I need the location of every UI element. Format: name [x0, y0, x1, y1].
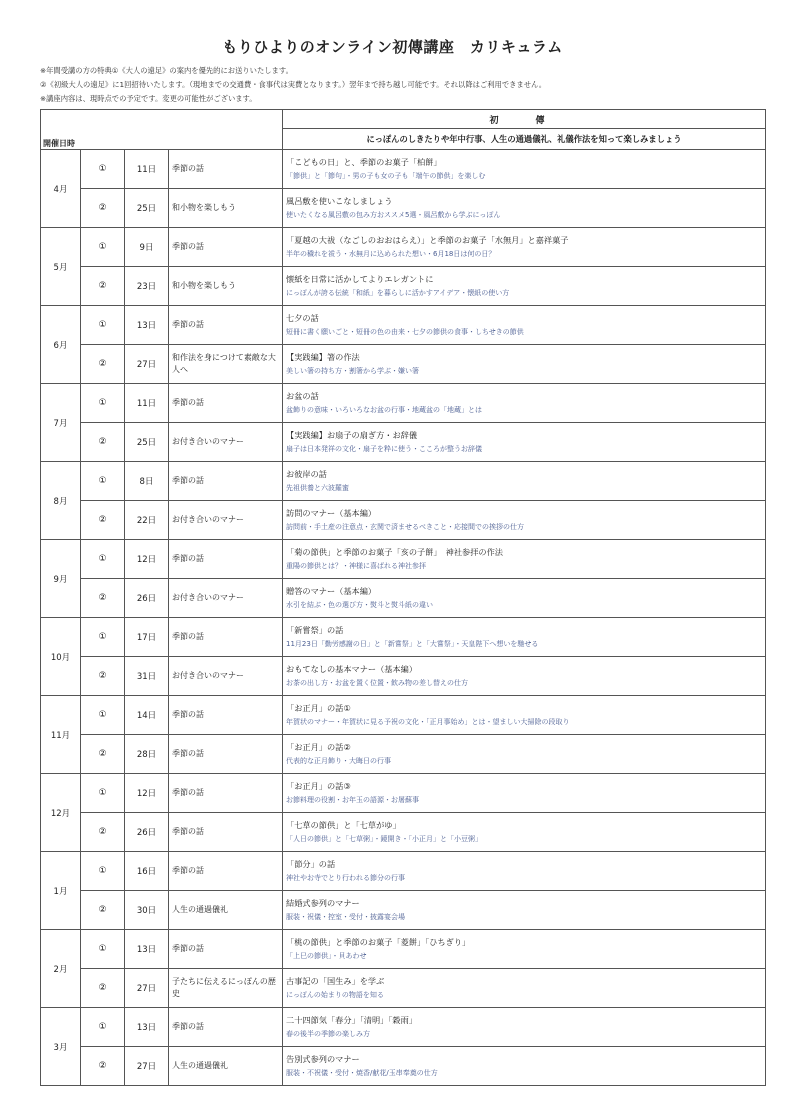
- session-title: お彼岸の話: [286, 469, 327, 479]
- session-title: 風呂敷を使いこなしましょう: [286, 196, 393, 206]
- session-subtitle: 短冊に書く願いごと・短冊の色の由来・七夕の節供の食事・しちせきの節供: [286, 328, 524, 336]
- session-number: ①: [81, 462, 125, 501]
- session-day: 9日: [125, 228, 169, 267]
- session-day: 13日: [125, 930, 169, 969]
- session-number: ②: [81, 657, 125, 696]
- session-subtitle: 年賀状のマナー・年賀状に見る予祝の文化・「正月事始め」とは・望ましい大掃除の段取り: [286, 718, 570, 726]
- session-category: 季節の話: [169, 852, 283, 891]
- session-subtitle: 「節供」と「節句」・男の子も女の子も「端午の節供」を楽しむ: [286, 172, 486, 180]
- session-number: ②: [81, 501, 125, 540]
- session-day: 26日: [125, 579, 169, 618]
- session-day: 8日: [125, 462, 169, 501]
- theme-header: にっぽんのしきたりや年中行事、人生の通過儀礼、礼儀作法を知って楽しみましょう: [283, 129, 766, 150]
- session-category: 季節の話: [169, 813, 283, 852]
- session-row: [41, 774, 766, 813]
- session-row: [41, 891, 766, 930]
- session-day: 11日: [125, 384, 169, 423]
- session-content: [283, 1047, 766, 1086]
- session-subtitle: 半年の穢れを祓う・水無月に込められた想い・6月18日は何の日？: [286, 250, 496, 258]
- session-number: ②: [81, 189, 125, 228]
- session-category: お付き合いのマナー: [169, 501, 283, 540]
- session-title: 古事記の「国生み」を学ぶ: [286, 976, 385, 986]
- session-content: [283, 852, 766, 891]
- session-day: 23日: [125, 267, 169, 306]
- session-content: [283, 267, 766, 306]
- session-title: 告別式参列のマナー: [286, 1054, 360, 1064]
- session-category: 季節の話: [169, 618, 283, 657]
- session-row: [41, 150, 766, 189]
- curriculum-table: [40, 109, 766, 1086]
- session-title: 【実践編】お扇子の扇ぎ方・お辞儀: [286, 430, 418, 440]
- session-row: [41, 345, 766, 384]
- session-subtitle: お茶の出し方・お盆を置く位置・飲み物の差し替えの仕方: [286, 679, 468, 687]
- month-cell: 6月: [41, 306, 81, 384]
- session-day: 28日: [125, 735, 169, 774]
- session-row: [41, 306, 766, 345]
- session-content: [283, 696, 766, 735]
- session-row: [41, 189, 766, 228]
- session-subtitle: 水引を結ぶ・色の選び方・熨斗と熨斗紙の違い: [286, 601, 433, 609]
- session-title: 「節分」の話: [286, 859, 336, 869]
- session-content: [283, 891, 766, 930]
- session-title: お盆の話: [286, 391, 319, 401]
- session-category: 和小物を楽しもう: [169, 189, 283, 228]
- session-title: 「菊の節供」と季節のお菓子「亥の子餅」 神社参拝の作法: [286, 547, 503, 557]
- session-content: [283, 774, 766, 813]
- session-content: [283, 228, 766, 267]
- session-title: 「お正月」の話①: [286, 703, 351, 713]
- session-day: 17日: [125, 618, 169, 657]
- month-cell: 2月: [41, 930, 81, 1008]
- session-category: 季節の話: [169, 774, 283, 813]
- session-day: 25日: [125, 189, 169, 228]
- session-subtitle: 「上巳の節供」・貝あわせ: [286, 952, 367, 960]
- notes-block: [40, 64, 546, 106]
- session-title: 「新嘗祭」の話: [286, 625, 344, 635]
- session-content: [283, 462, 766, 501]
- session-day: 13日: [125, 1008, 169, 1047]
- session-content: [283, 540, 766, 579]
- note-line: ②《初級大人の遠足》に1回招待いたします。（現地までの交通費・食事代は実費となります。）翌年まで持ち越し可能です。それ以降はご利用できません。: [40, 80, 547, 89]
- session-day: 12日: [125, 540, 169, 579]
- session-subtitle: にっぽんが誇る伝統「和紙」を暮らしに活かすアイデア・懐紙の使い方: [286, 289, 510, 297]
- session-subtitle: 11月23日「勤労感謝の日」と「新嘗祭」と「大嘗祭」・天皇陛下へ想いを馳せる: [286, 640, 539, 648]
- session-day: 13日: [125, 306, 169, 345]
- session-category: お付き合いのマナー: [169, 579, 283, 618]
- session-category: お付き合いのマナー: [169, 657, 283, 696]
- session-category: 季節の話: [169, 384, 283, 423]
- session-content: [283, 579, 766, 618]
- session-category: 季節の話: [169, 306, 283, 345]
- session-content: [283, 813, 766, 852]
- session-content: [283, 306, 766, 345]
- session-subtitle: 重陽の節供とは？・神様に喜ばれる神社参拝: [286, 562, 426, 570]
- session-day: 16日: [125, 852, 169, 891]
- session-day: 12日: [125, 774, 169, 813]
- session-title: 贈答のマナー（基本編）: [286, 586, 377, 596]
- session-title: 懐紙を日常に活かしてよりエレガントに: [286, 274, 434, 284]
- session-content: [283, 618, 766, 657]
- month-cell: 3月: [41, 1008, 81, 1086]
- month-cell: 8月: [41, 462, 81, 540]
- session-title: 結婚式参列のマナー: [286, 898, 360, 908]
- session-content: [283, 657, 766, 696]
- header-blank-cell: [41, 110, 283, 129]
- session-row: [41, 618, 766, 657]
- session-content: [283, 345, 766, 384]
- session-number: ①: [81, 930, 125, 969]
- session-subtitle: 扇子は日本発祥の文化・扇子を粋に使う・こころが整うお辞儀: [286, 445, 482, 453]
- month-cell: 7月: [41, 384, 81, 462]
- session-content: [283, 1008, 766, 1047]
- session-content: [283, 189, 766, 228]
- session-row: [41, 462, 766, 501]
- session-category: 季節の話: [169, 540, 283, 579]
- session-title: 「七草の節供」と「七草がゆ」: [286, 820, 401, 830]
- course-header: 初 傳: [283, 110, 766, 129]
- session-content: [283, 384, 766, 423]
- session-category: 季節の話: [169, 462, 283, 501]
- session-number: ②: [81, 1047, 125, 1086]
- session-subtitle: 代表的な正月飾り・大晦日の行事: [286, 757, 391, 765]
- session-day: 30日: [125, 891, 169, 930]
- session-content: [283, 150, 766, 189]
- session-title: 「桃の節供」と季節のお菓子「菱餅」「ひちぎり」: [286, 937, 471, 947]
- session-subtitle: 先祖供養と六波羅蜜: [286, 484, 349, 492]
- session-subtitle: 神社やお寺でとり行われる節分の行事: [286, 874, 405, 882]
- month-cell: 5月: [41, 228, 81, 306]
- session-number: ②: [81, 267, 125, 306]
- session-category: 季節の話: [169, 228, 283, 267]
- session-row: [41, 384, 766, 423]
- session-row: [41, 657, 766, 696]
- session-day: 26日: [125, 813, 169, 852]
- page-title: もりひよりのオンライン初傳講座 カリキュラム: [222, 38, 563, 56]
- session-number: ②: [81, 735, 125, 774]
- session-row: [41, 501, 766, 540]
- session-category: 季節の話: [169, 1008, 283, 1047]
- session-number: ①: [81, 852, 125, 891]
- session-row: [41, 540, 766, 579]
- session-row: [41, 852, 766, 891]
- session-title: 「夏越の大祓（なごしのおおはらえ）」と季節のお菓子「水無月」と嘉祥菓子: [286, 235, 569, 245]
- session-subtitle: 服装・不祝儀・受付・焼香/献花/玉串奉奠の仕方: [286, 1069, 438, 1077]
- session-subtitle: 「人日の節供」と「七草粥」・鏡開き・「小正月」と「小豆粥」: [286, 835, 482, 843]
- session-row: [41, 813, 766, 852]
- session-subtitle: 訪問前・手土産の注意点・玄関で済ませるべきこと・応接間での挨拶の仕方: [286, 523, 524, 531]
- session-category: 人生の通過儀礼: [169, 891, 283, 930]
- session-category: 季節の話: [169, 735, 283, 774]
- session-subtitle: 使いたくなる風呂敷の包み方おススメ5選・風呂敷から学ぶにっぽん: [286, 211, 501, 219]
- note-line: ※年間受講の方の特典①《大人の遠足》の案内を優先的にお送りいたします。: [40, 66, 293, 75]
- session-row: [41, 735, 766, 774]
- session-number: ①: [81, 228, 125, 267]
- session-title: 「お正月」の話③: [286, 781, 351, 791]
- session-category: 和小物を楽しもう: [169, 267, 283, 306]
- session-content: [283, 969, 766, 1008]
- month-cell: 9月: [41, 540, 81, 618]
- session-day: 14日: [125, 696, 169, 735]
- session-title: 「お正月」の話②: [286, 742, 351, 752]
- session-day: 25日: [125, 423, 169, 462]
- session-number: ①: [81, 618, 125, 657]
- session-day: 27日: [125, 969, 169, 1008]
- session-category: 季節の話: [169, 696, 283, 735]
- session-number: ②: [81, 345, 125, 384]
- session-number: ②: [81, 813, 125, 852]
- session-subtitle: お節料理の役割・お年玉の語源・お屠蘇事: [286, 796, 419, 804]
- session-title: 【実践編】箸の作法: [286, 352, 360, 362]
- session-number: ①: [81, 540, 125, 579]
- session-row: [41, 930, 766, 969]
- session-content: [283, 501, 766, 540]
- session-number: ①: [81, 774, 125, 813]
- session-day: 27日: [125, 345, 169, 384]
- session-subtitle: 春の後半の季節の楽しみ方: [286, 1030, 370, 1038]
- session-number: ②: [81, 891, 125, 930]
- session-content: [283, 735, 766, 774]
- session-day: 22日: [125, 501, 169, 540]
- month-cell: 12月: [41, 774, 81, 852]
- session-number: ①: [81, 696, 125, 735]
- session-row: [41, 423, 766, 462]
- session-row: [41, 1008, 766, 1047]
- session-title: 「こどもの日」と、季節のお菓子「柏餅」: [286, 157, 442, 167]
- month-cell: 1月: [41, 852, 81, 930]
- session-title: 訪問のマナー（基本編）: [286, 508, 377, 518]
- session-subtitle: 服装・祝儀・控室・受付・披露宴会場: [286, 913, 405, 921]
- session-category: 和作法を身につけて素敵な大人へ: [169, 345, 283, 384]
- session-number: ①: [81, 1008, 125, 1047]
- session-title: 二十四節気「春分」「清明」「穀雨」: [286, 1015, 417, 1025]
- session-day: 11日: [125, 150, 169, 189]
- session-subtitle: 盆飾りの意味・いろいろなお盆の行事・地蔵盆の「地蔵」とは: [286, 406, 482, 414]
- session-category: 季節の話: [169, 930, 283, 969]
- session-category: 季節の話: [169, 150, 283, 189]
- session-title: おもてなしの基本マナー（基本編）: [286, 664, 418, 674]
- session-number: ①: [81, 150, 125, 189]
- note-line: ※講座内容は、現時点での予定です。変更の可能性がございます。: [40, 94, 257, 103]
- month-cell: 4月: [41, 150, 81, 228]
- month-cell: 11月: [41, 696, 81, 774]
- month-cell: 10月: [41, 618, 81, 696]
- session-subtitle: 美しい箸の持ち方・割箸から学ぶ・嫌い箸: [286, 367, 419, 375]
- session-row: [41, 579, 766, 618]
- session-row: [41, 267, 766, 306]
- session-row: [41, 696, 766, 735]
- session-day: 27日: [125, 1047, 169, 1086]
- session-subtitle: にっぽんの始まりの物語を知る: [286, 991, 384, 999]
- session-row: [41, 1047, 766, 1086]
- session-number: ①: [81, 384, 125, 423]
- session-number: ②: [81, 423, 125, 462]
- session-number: ②: [81, 579, 125, 618]
- session-day: 31日: [125, 657, 169, 696]
- session-category: 子たちに伝えるにっぽんの歴史: [169, 969, 283, 1008]
- session-number: ②: [81, 969, 125, 1008]
- session-row: [41, 969, 766, 1008]
- session-number: ①: [81, 306, 125, 345]
- session-content: [283, 930, 766, 969]
- session-category: 人生の通過儀礼: [169, 1047, 283, 1086]
- session-category: お付き合いのマナー: [169, 423, 283, 462]
- session-title: 七夕の話: [286, 313, 319, 323]
- session-row: [41, 228, 766, 267]
- session-content: [283, 423, 766, 462]
- date-header: 開催日時: [41, 129, 283, 150]
